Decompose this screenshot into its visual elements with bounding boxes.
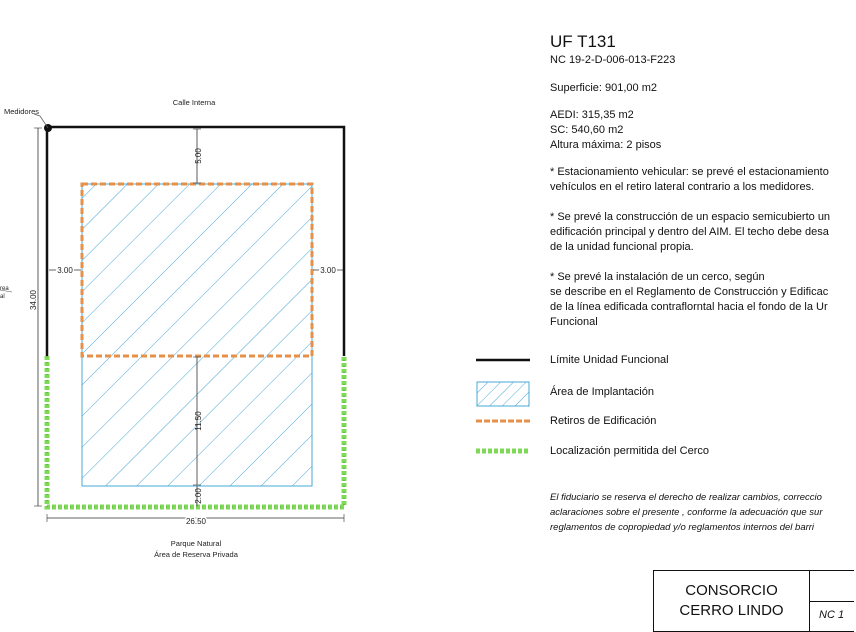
note-semicovered-3: de la unidad funcional propia. bbox=[550, 241, 694, 253]
dim-right-setback: 3.00 bbox=[320, 266, 336, 275]
altura: Altura máxima: 2 pisos bbox=[550, 139, 662, 151]
left-note-1: rea bbox=[0, 286, 9, 292]
park-sublabel: Área de Reserva Privada bbox=[154, 550, 238, 559]
superficie: Superficie: 901,00 m2 bbox=[550, 82, 658, 94]
park-label: Parque Natural bbox=[170, 539, 222, 548]
black-line-icon bbox=[476, 351, 532, 371]
legend-label: Área de Implantación bbox=[550, 386, 654, 398]
note-fence-2: se describe en el Reglamento de Construcción y Edificac bbox=[550, 286, 829, 298]
orange-dashed-line-icon bbox=[476, 412, 532, 432]
unit-title: UF T131 bbox=[550, 32, 616, 51]
legend-item-implantation bbox=[476, 381, 856, 401]
unit-nc: NC 19-2-D-006-013-F223 bbox=[550, 54, 676, 66]
note-semicovered: * Se prevé la construcción de un espacio semicubierto un bbox=[550, 211, 831, 223]
company-name-line1: CONSORCIO bbox=[685, 582, 778, 599]
disclaimer bbox=[550, 490, 823, 535]
legend-label: Localización permitida del Cerco bbox=[550, 445, 709, 457]
note-parking-2: vehículos en el retiro lateral contrario a los medidores. bbox=[550, 181, 815, 193]
note-parking: * Estacionamiento vehicular: se prevé el estacionamiento bbox=[550, 166, 829, 178]
aedi: AEDI: 315,35 m2 bbox=[550, 109, 634, 121]
disclaimer-line: El fiduciario se reserva el derecho de realizar cambios, correccio bbox=[550, 492, 822, 503]
legend-item-setback bbox=[476, 412, 856, 432]
title-block-nc: NC 1 bbox=[819, 609, 845, 621]
dim-left-setback: 3.00 bbox=[57, 266, 73, 275]
meters-label: Medidores bbox=[4, 107, 40, 116]
legend-item-boundary bbox=[476, 351, 856, 371]
note-fence-3: de la línea edificada contraflorntal hacia el fondo de la Ur bbox=[550, 301, 828, 313]
green-dotted-line-icon bbox=[476, 442, 532, 462]
legend-item-fence bbox=[476, 442, 856, 462]
street-label: Calle Interna bbox=[172, 98, 216, 107]
title-block bbox=[653, 570, 854, 632]
dim-height: 34.00 bbox=[29, 289, 38, 311]
dim-inner-length: 11.50 bbox=[194, 411, 203, 431]
title-block-divider bbox=[809, 601, 854, 602]
dim-top-setback: 5.00 bbox=[194, 148, 203, 164]
legend-label: Retiros de Edificación bbox=[550, 415, 657, 427]
note-semicovered-2: edificación principal y dentro del AIM. El techo debe desa bbox=[550, 226, 829, 238]
dim-width: 26.50 bbox=[185, 517, 207, 526]
disclaimer-line: reglamentos de copropiedad y/o reglamentos internos del barri bbox=[550, 522, 815, 533]
hatched-box-icon bbox=[476, 381, 532, 407]
dim-bottom-setback: 2.00 bbox=[194, 488, 203, 504]
sc: SC: 540,60 m2 bbox=[550, 124, 624, 136]
legend-label: Límite Unidad Funcional bbox=[550, 354, 669, 366]
info-panel bbox=[550, 30, 850, 330]
note-fence: * Se prevé la instalación de un cerco, según bbox=[550, 271, 765, 283]
company-name-line2: CERRO LINDO bbox=[679, 602, 784, 619]
disclaimer-line: aclaraciones sobre el presente , conforme la adecuación que sur bbox=[550, 507, 823, 518]
left-note-2: al bbox=[0, 294, 5, 300]
note-fence-4: Funcional bbox=[550, 316, 598, 328]
title-block-name bbox=[654, 571, 810, 631]
